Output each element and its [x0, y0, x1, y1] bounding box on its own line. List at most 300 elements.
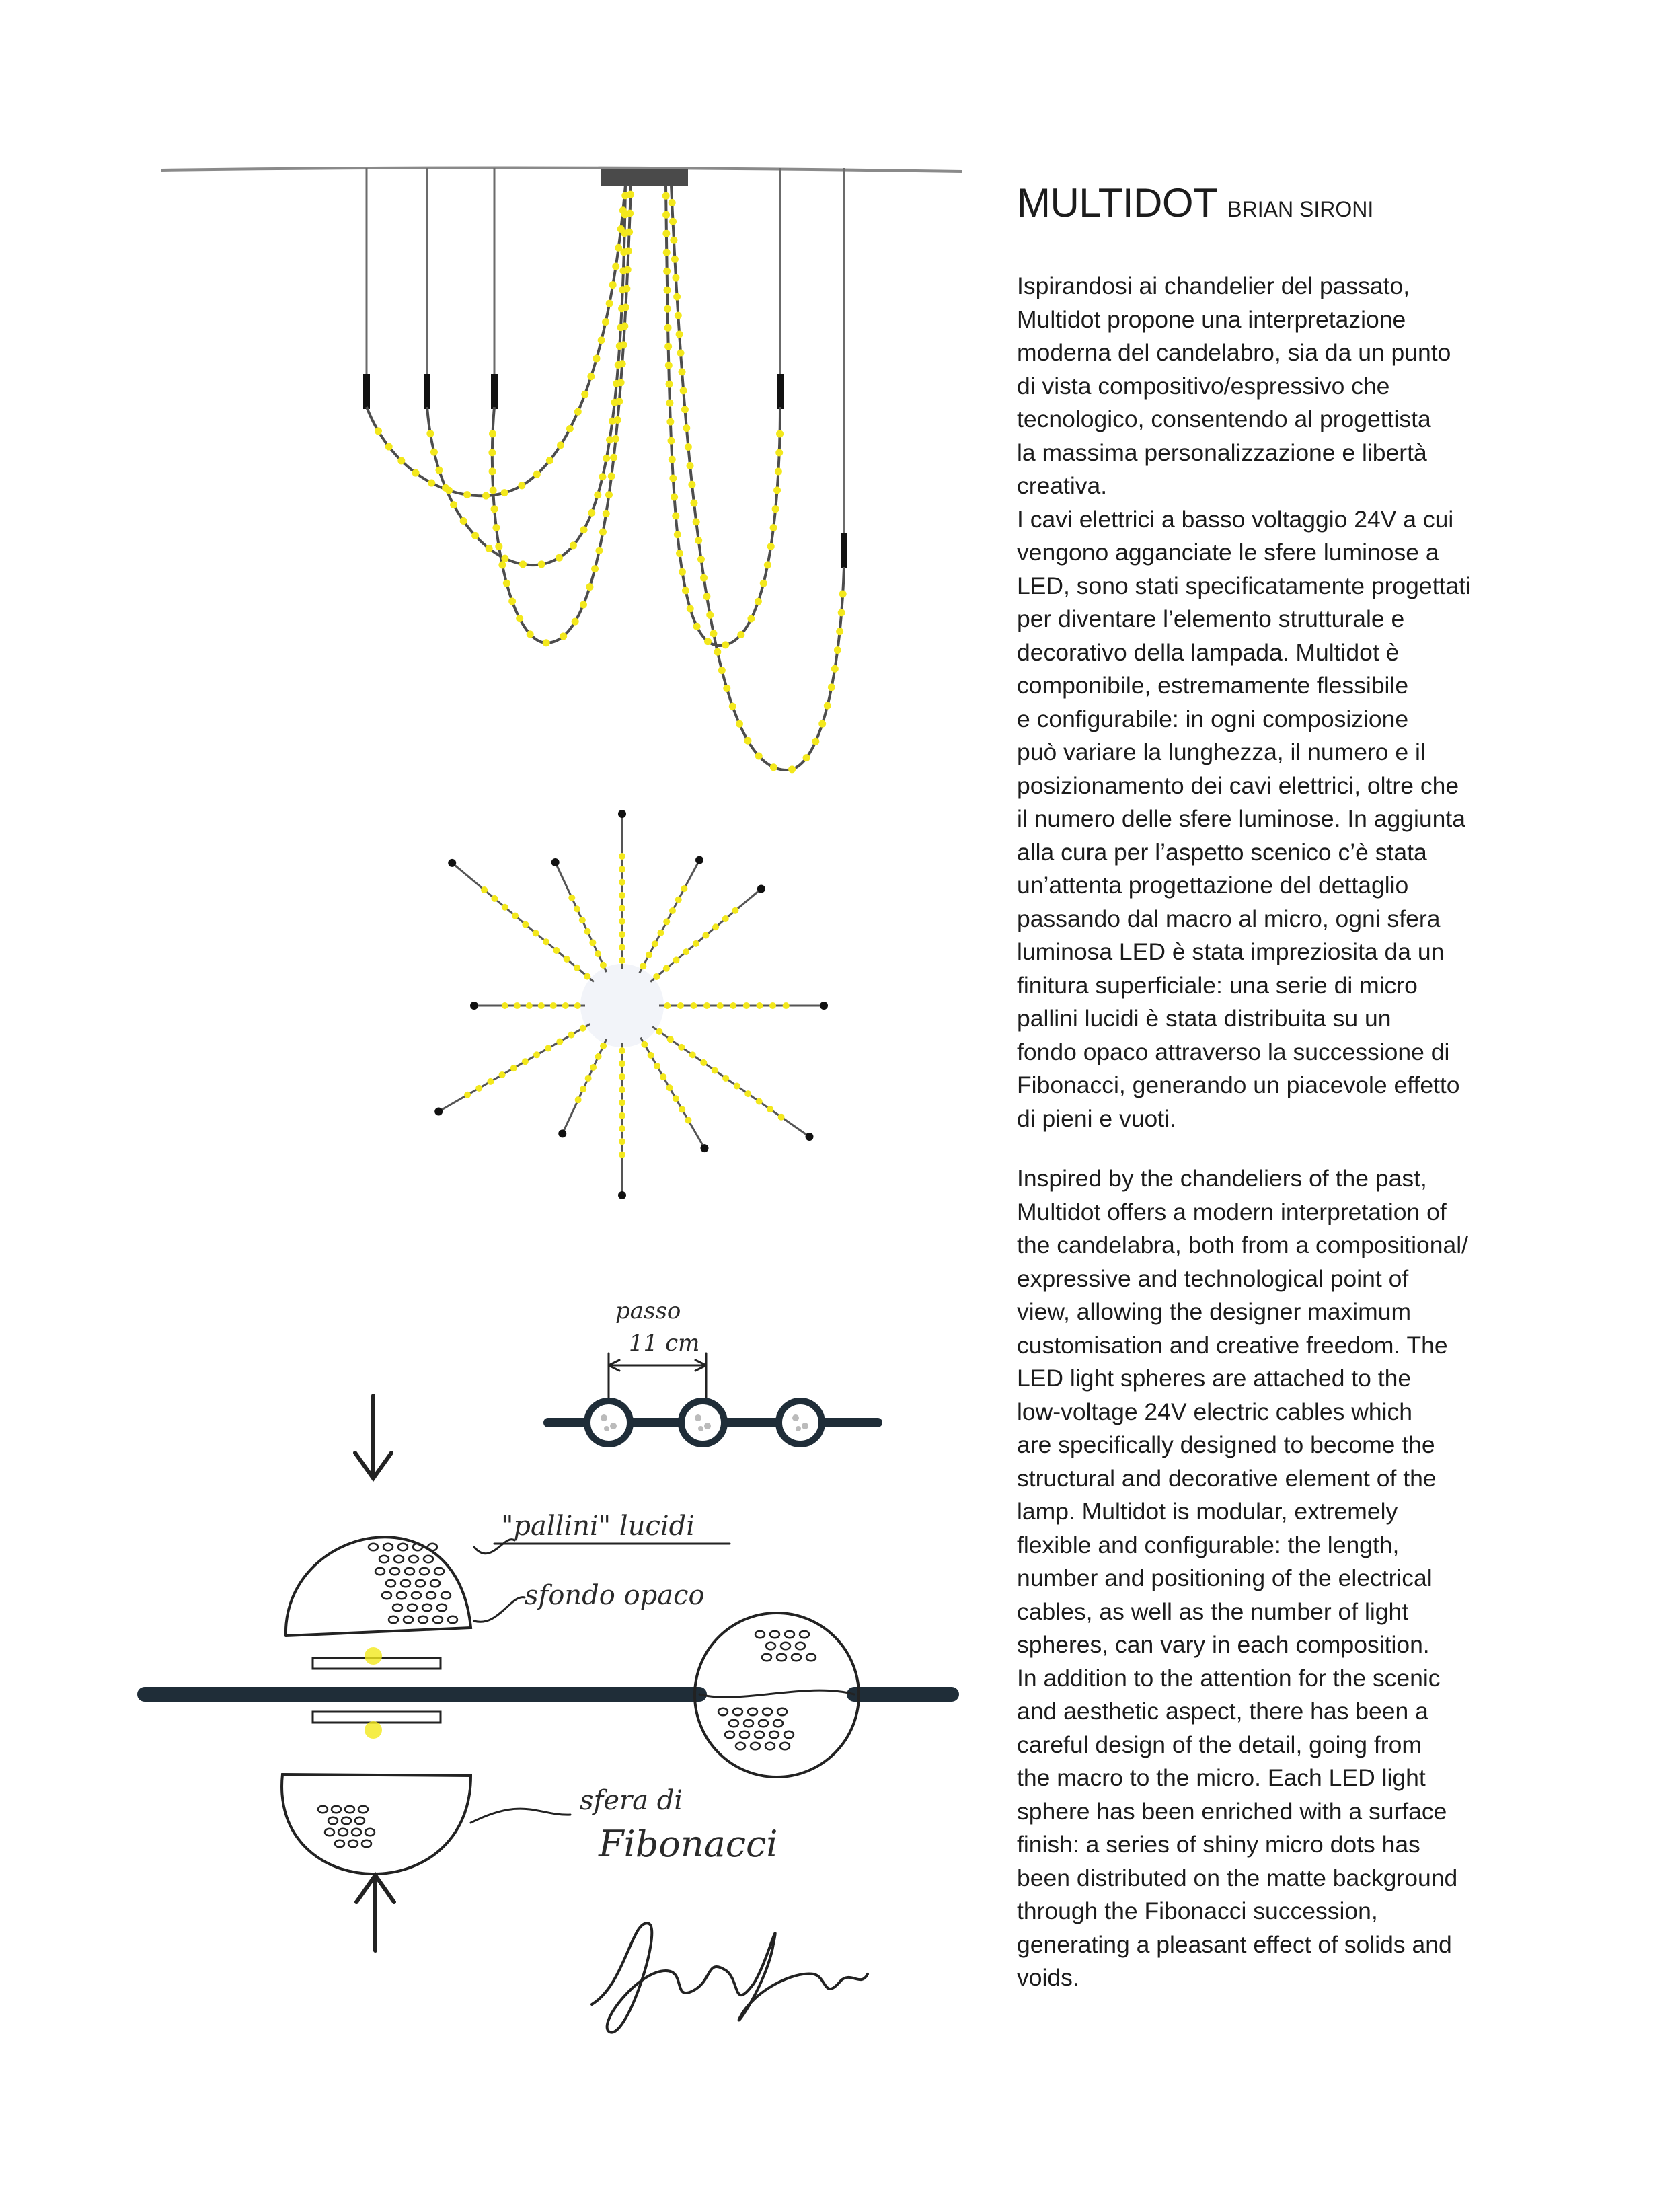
chandelier-top-view: [434, 810, 828, 1199]
led-sphere: [760, 580, 767, 587]
led-sphere: [743, 1002, 750, 1009]
led-sphere: [824, 702, 831, 710]
micro-dot: [759, 1720, 768, 1727]
signature: [592, 1923, 868, 2032]
led-sphere: [676, 550, 683, 557]
led-sphere: [755, 598, 762, 605]
micro-dot: [437, 1604, 447, 1612]
led-sphere: [700, 1059, 707, 1066]
led-sphere: [428, 480, 435, 487]
led-sphere: [560, 632, 567, 640]
led-sphere: [697, 556, 705, 563]
led-sphere: [788, 765, 796, 773]
led-sphere: [712, 1067, 718, 1073]
led-sphere: [714, 648, 721, 656]
cable-end: [551, 858, 560, 866]
led-sphere: [589, 939, 596, 946]
led-sphere: [690, 500, 697, 507]
led-sphere: [475, 1085, 482, 1092]
led-sphere: [610, 454, 617, 461]
led-sphere: [463, 491, 471, 498]
led-sphere: [619, 944, 625, 951]
shiny-dots-label: "pallini" lucidi: [501, 1511, 695, 1542]
led-sphere: [489, 467, 496, 475]
led-sphere: [619, 1099, 625, 1106]
led-sphere: [756, 1098, 763, 1105]
led-sphere: [729, 703, 736, 710]
led-sphere: [664, 1002, 671, 1009]
led-sphere: [486, 545, 493, 552]
led-sphere: [619, 1047, 625, 1054]
micro-dot: [393, 1604, 402, 1612]
led-sphere: [580, 1025, 586, 1032]
led-sphere: [683, 948, 689, 955]
led-sphere: [606, 300, 613, 307]
led-sphere: [818, 720, 826, 728]
led-sphere: [502, 904, 508, 911]
led-sphere: [664, 343, 672, 350]
led-sphere: [543, 938, 549, 945]
led-sphere: [803, 754, 810, 761]
micro-dot: [755, 1731, 764, 1739]
led-sphere: [677, 1002, 684, 1009]
led-sphere: [723, 685, 730, 692]
micro-dot: [375, 1568, 385, 1575]
led-sphere: [502, 1002, 508, 1009]
led-sphere: [545, 1045, 551, 1051]
led-sphere: [442, 484, 449, 492]
led-sphere: [682, 587, 689, 594]
led-sphere: [663, 965, 670, 972]
led-sphere: [501, 489, 508, 496]
led-sphere: [575, 1096, 582, 1103]
led-sphere: [543, 639, 550, 646]
led-sphere: [778, 1114, 785, 1121]
led-sphere: [732, 907, 738, 914]
cable-end: [806, 1133, 814, 1141]
micro-dot: [397, 1592, 406, 1599]
led-sphere: [674, 531, 681, 538]
micro-dot: [369, 1544, 378, 1551]
micro-dot: [448, 1616, 457, 1624]
led-sphere: [556, 1039, 563, 1045]
led-sphere: [676, 331, 683, 338]
led-sphere: [435, 467, 443, 474]
led-sphere: [662, 211, 670, 219]
led-sphere: [619, 931, 625, 938]
micro-dot: [420, 1568, 429, 1575]
micro-dot: [426, 1592, 436, 1599]
led-sphere: [574, 965, 580, 971]
product-name: MULTIDOT: [1017, 180, 1217, 225]
led-sphere: [533, 471, 541, 478]
pitch-value: 11 cm: [629, 1330, 700, 1357]
led-sphere: [612, 263, 619, 270]
cable-end: [701, 1144, 709, 1152]
led-sphere: [522, 921, 529, 928]
led-sphere: [533, 1051, 540, 1058]
ceiling-line: [161, 167, 962, 172]
led-sphere: [703, 1002, 710, 1009]
led-sphere: [828, 683, 835, 691]
led-sphere: [471, 532, 479, 539]
led-sphere: [764, 561, 771, 568]
micro-dot: [318, 1806, 328, 1813]
led-sphere: [522, 1058, 529, 1065]
led-sphere: [614, 416, 621, 424]
led-sphere: [625, 248, 632, 255]
led-sphere: [621, 322, 628, 330]
led-sphere: [671, 493, 678, 500]
led-sphere: [585, 1075, 592, 1082]
suspension-wires: [367, 168, 844, 535]
arrow-up-icon: [356, 1875, 394, 1951]
led-sphere: [609, 281, 617, 289]
led-sphere: [526, 1002, 533, 1009]
micro-dot: [751, 1743, 760, 1750]
micro-dot: [348, 1840, 358, 1848]
micro-dot: [725, 1731, 734, 1739]
led-sphere: [584, 928, 591, 935]
led-sphere: [514, 1002, 521, 1009]
micro-dot: [800, 1631, 809, 1638]
small-spheres: [587, 1401, 822, 1444]
led-sphere: [640, 963, 646, 969]
led-sphere: [772, 505, 779, 513]
led-sphere: [679, 1106, 685, 1112]
led-sphere: [570, 541, 577, 549]
led-sphere: [667, 437, 675, 445]
micro-dot: [430, 1580, 440, 1587]
led-sphere: [664, 305, 671, 313]
led-sphere: [718, 667, 726, 674]
led-sphere: [481, 886, 488, 893]
led-sphere: [673, 293, 681, 301]
cable-end: [558, 1129, 566, 1137]
led-sphere: [669, 218, 677, 225]
led-sphere: [685, 443, 692, 451]
led-sphere: [498, 561, 506, 568]
micro-dot: [784, 1731, 794, 1739]
micro-dot: [433, 1616, 443, 1624]
led-sphere: [702, 932, 709, 939]
led-sphere: [620, 341, 627, 348]
led-sphere: [626, 210, 634, 217]
led-sphere: [767, 543, 775, 550]
led-sphere: [587, 373, 595, 380]
cable-end: [618, 1191, 626, 1199]
led-sphere: [664, 324, 672, 332]
description-english: Inspired by the chandeliers of the past, Multidot offers a modern interpretation of the candelabra, both from a compositional/ expressive and technological point of view, allowing the designer maximum customisation and creative freedom. The LED light spheres are attached to the low-voltage 24V electric cables which are specifically designed to become the structural and decorative element of the lamp. Multidot is modular, extremely flexible and configurable: the length, number and positioning of the electrical cables, as well as the number of light spheres, can vary in each composition. In addition to the attention for the scenic and aesthetic aspect, there has been a careful design of the detail, going from the macro to the micro. Each LED light sphere has been enriched with a surface finish: a series of shiny micro dots has been distributed on the matte background through the Fibonacci succession, generating a pleasant effect of solids and voids.: [1017, 1165, 1468, 1991]
radial-cable: [652, 1027, 809, 1137]
micro-dot: [441, 1592, 451, 1599]
led-sphere: [662, 192, 670, 200]
led-sphere: [619, 905, 625, 911]
led-sphere: [667, 1036, 674, 1043]
micro-dot: [766, 1643, 775, 1650]
led-sphere: [510, 1065, 517, 1071]
led-sphere: [744, 1090, 751, 1097]
led-sphere: [666, 418, 674, 426]
micro-dot: [352, 1829, 361, 1836]
led-sphere: [669, 907, 676, 914]
led-sphere: [533, 930, 539, 936]
led-sphere: [700, 574, 708, 582]
led-sphere: [553, 947, 560, 954]
led-sphere: [512, 913, 519, 919]
led-sphere: [687, 462, 694, 469]
led-sphere: [664, 287, 671, 294]
led-sphere: [756, 1002, 763, 1009]
led-sphere: [679, 568, 686, 576]
led-sphere: [501, 555, 508, 562]
micro-dot: [763, 1708, 772, 1716]
micro-dot: [408, 1604, 417, 1612]
micro-dot: [398, 1544, 408, 1551]
led-sphere: [593, 354, 600, 362]
micro-dot: [777, 1654, 786, 1661]
micro-dot: [424, 1556, 433, 1563]
led-sphere: [574, 1002, 581, 1009]
led-sphere: [663, 918, 670, 925]
led-sphere: [672, 512, 679, 519]
led-sphere: [566, 425, 574, 432]
led-sphere: [666, 1084, 673, 1091]
micro-dot: [401, 1580, 410, 1587]
canopy-halo: [580, 964, 664, 1047]
led-sphere: [665, 362, 673, 369]
arrow-down-icon: [355, 1396, 391, 1478]
led-sphere: [671, 256, 679, 263]
led-sphere: [744, 737, 751, 745]
led-sphere: [591, 565, 599, 572]
led-sphere: [619, 892, 625, 899]
led-sphere: [770, 524, 777, 531]
led-sphere: [600, 962, 607, 969]
led-sphere: [653, 973, 660, 980]
led-sphere: [710, 630, 717, 637]
led-sphere: [652, 940, 658, 947]
led-sphere: [619, 866, 625, 872]
micro-dot: [785, 1631, 794, 1638]
led-sphere: [693, 623, 701, 630]
led-sphere: [624, 266, 632, 274]
led-sphere: [527, 630, 534, 638]
micro-dot: [328, 1817, 338, 1825]
micro-dot: [416, 1580, 425, 1587]
led-sphere: [706, 611, 714, 619]
led-sphere: [673, 956, 680, 963]
led-sphere: [693, 940, 699, 947]
cable-end: [434, 1108, 443, 1116]
micro-dot: [405, 1568, 414, 1575]
micro-dot: [345, 1806, 354, 1813]
led-sphere: [662, 230, 670, 237]
micro-dot: [748, 1708, 757, 1716]
micro-dot: [358, 1806, 368, 1813]
led-sphere: [695, 537, 702, 544]
led-sphere: [838, 609, 845, 616]
led-sphere: [666, 381, 673, 388]
led-sphere: [612, 435, 619, 443]
led-sphere: [679, 368, 686, 375]
micro-dot: [740, 1731, 749, 1739]
led-sphere: [464, 1092, 471, 1098]
micro-dot: [335, 1840, 344, 1848]
ceiling-canopy: [601, 169, 688, 186]
led-sphere: [722, 641, 729, 648]
micro-dot: [780, 1743, 790, 1750]
led-sphere: [680, 387, 687, 394]
matte-background-label: sfondo opaco: [525, 1580, 705, 1611]
led-sphere: [580, 526, 588, 533]
led-sphere: [538, 560, 545, 568]
micro-dot: [729, 1720, 738, 1727]
led-sphere: [619, 1152, 625, 1158]
led-sphere: [689, 1051, 696, 1058]
led-sphere: [717, 1002, 724, 1009]
led-sphere: [430, 449, 438, 456]
led-sphere: [588, 509, 595, 517]
led-sphere: [412, 469, 420, 477]
micro-dot: [765, 1743, 775, 1750]
led-sphere: [595, 547, 603, 554]
led-sphere: [562, 1002, 569, 1009]
micro-dot: [773, 1720, 783, 1727]
led-sphere: [619, 1138, 625, 1145]
led-sphere: [574, 905, 580, 912]
led-sphere: [608, 473, 615, 480]
led-sphere: [783, 1002, 790, 1009]
led-sphere: [672, 274, 679, 282]
led-sphere: [619, 1086, 625, 1093]
led-sphere: [491, 895, 498, 902]
led-sphere: [574, 408, 582, 416]
led-sphere: [654, 1063, 660, 1069]
micro-dot: [412, 1592, 421, 1599]
led-sphere: [482, 492, 490, 500]
led-sphere: [831, 665, 839, 673]
led-sphere: [619, 360, 626, 367]
micro-dot: [792, 1654, 801, 1661]
micro-dot: [769, 1731, 779, 1739]
micro-dot: [777, 1708, 787, 1716]
led-sphere: [619, 1125, 625, 1132]
led-sphere: [722, 915, 729, 922]
led-sphere: [619, 918, 625, 925]
led-sphere: [580, 1086, 586, 1092]
micro-dot: [332, 1806, 341, 1813]
led-sphere: [619, 879, 625, 886]
led-sphere: [722, 1075, 729, 1082]
micro-dot: [744, 1720, 753, 1727]
led-sphere: [586, 583, 593, 591]
led-sphere: [836, 628, 843, 635]
led-sphere: [426, 430, 434, 437]
led-sphere: [730, 1002, 736, 1009]
micro-dot: [733, 1708, 742, 1716]
led-sphere: [683, 424, 690, 432]
micro-dot: [736, 1743, 745, 1750]
led-sphere: [625, 229, 633, 236]
micro-dot: [806, 1654, 816, 1661]
led-sphere: [641, 1041, 648, 1048]
fibonacci-label: Fibonacci: [599, 1823, 778, 1865]
led-sphere: [675, 312, 682, 319]
led-sphere: [767, 1106, 773, 1112]
led-sphere: [619, 1112, 625, 1119]
led-sphere: [681, 885, 687, 892]
micro-dot: [755, 1631, 765, 1638]
led-sphere: [839, 590, 847, 597]
micro-dot: [418, 1616, 428, 1624]
led-sphere: [670, 237, 677, 244]
led-sphere: [599, 529, 607, 536]
micro-dot: [325, 1829, 334, 1836]
micro-dot: [342, 1817, 351, 1825]
led-sphere: [812, 738, 819, 745]
led-sphere: [660, 1073, 666, 1080]
micro-dot: [796, 1643, 805, 1650]
micro-dot: [355, 1817, 365, 1825]
sphere-detail-sketch: [145, 1297, 952, 2033]
led-sphere: [776, 430, 784, 437]
led-sphere: [546, 457, 553, 464]
led-sphere: [605, 491, 613, 498]
led-sphere: [646, 952, 652, 958]
led-sphere: [736, 720, 743, 728]
led-sphere: [556, 554, 563, 562]
page-title: [1017, 180, 1374, 225]
led-sphere: [595, 950, 601, 957]
led-sphere: [492, 524, 500, 531]
pitch-label: passo: [615, 1297, 681, 1324]
micro-dot: [383, 1544, 393, 1551]
led-sphere: [599, 473, 606, 480]
led-sphere: [508, 597, 516, 605]
led-sphere: [557, 441, 564, 449]
led-sphere: [657, 930, 664, 936]
led-sphere: [677, 349, 685, 356]
cable-end: [757, 884, 765, 893]
chandelier-side-view: [161, 167, 962, 773]
led-sphere: [600, 1043, 607, 1049]
led-sphere: [491, 505, 498, 513]
led-sphere: [385, 443, 393, 451]
cable-end: [695, 856, 703, 864]
led-sphere: [703, 593, 710, 600]
led-sphere: [450, 501, 457, 508]
led-sphere: [580, 601, 587, 609]
designer-name: BRIAN SIRONI: [1227, 197, 1374, 221]
led-sphere: [603, 510, 610, 517]
led-sphere: [499, 1071, 506, 1078]
sphere-label: sfera di: [580, 1785, 683, 1816]
led-sphere: [687, 605, 694, 613]
led-sphere: [516, 615, 523, 622]
micro-dot: [422, 1604, 432, 1612]
micro-dot: [409, 1556, 418, 1563]
led-sphere: [619, 957, 625, 964]
led-sphere: [678, 1044, 685, 1051]
led-sphere: [688, 481, 695, 488]
led-sphere: [488, 449, 496, 456]
lower-hemisphere: [282, 1774, 471, 1874]
led-sphere: [564, 956, 570, 963]
cable-end: [618, 810, 626, 818]
led-sphere: [663, 268, 671, 275]
led-sphere: [581, 391, 588, 398]
